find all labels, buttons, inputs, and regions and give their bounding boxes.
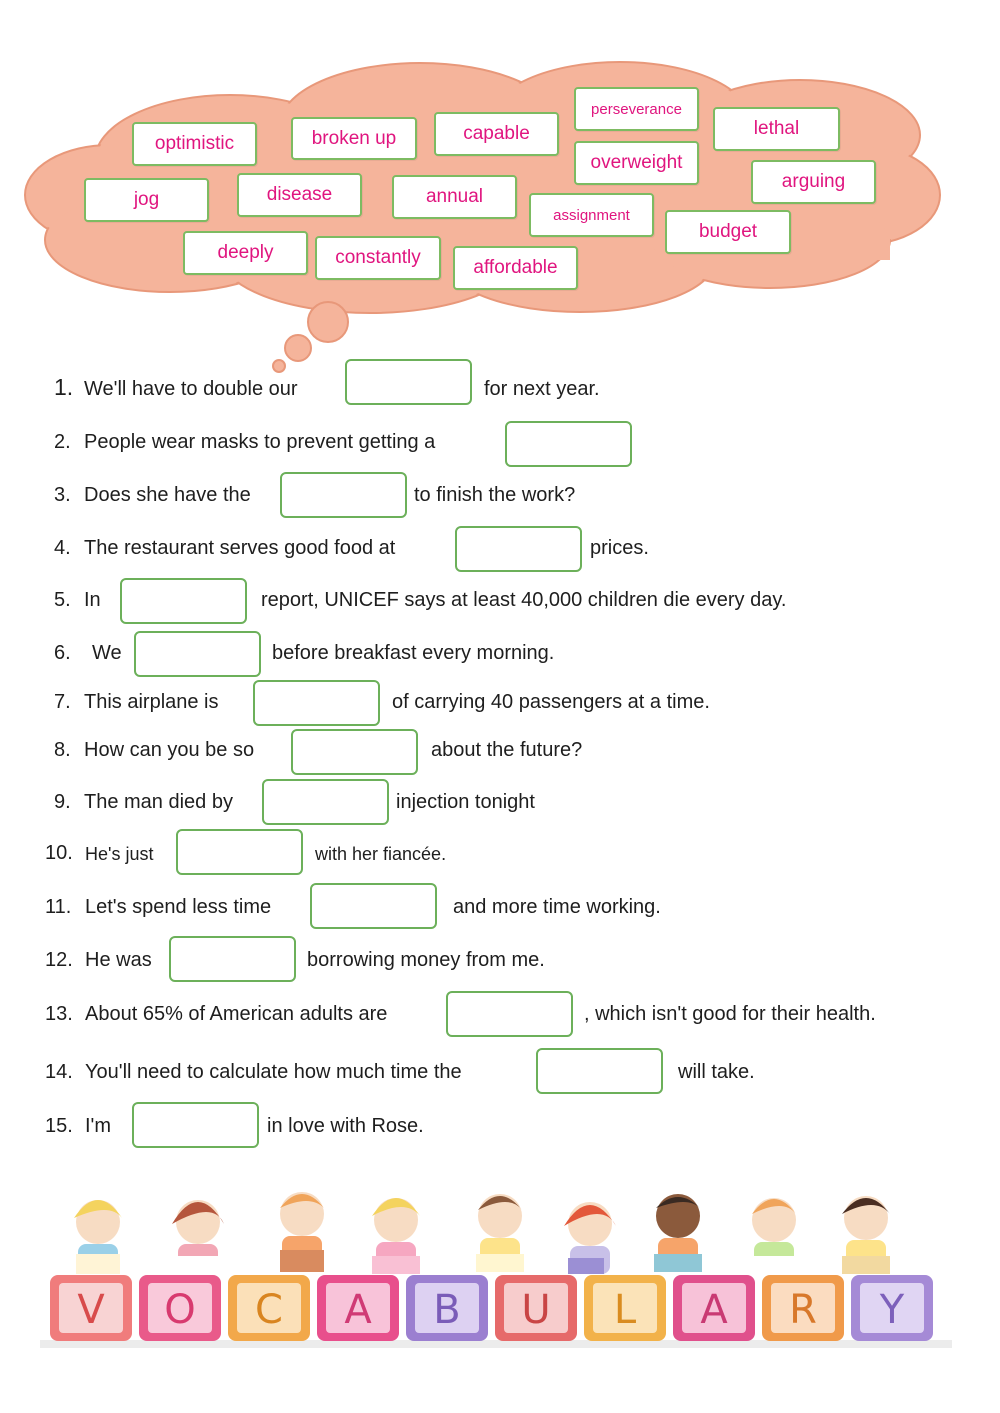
answer-drop-box[interactable]	[455, 526, 582, 572]
word-chip[interactable]: budget	[665, 210, 791, 254]
answer-drop-box[interactable]	[253, 680, 380, 726]
question-text-before: The man died by	[84, 791, 233, 813]
answer-drop-box[interactable]	[262, 779, 389, 825]
question-text-after: before breakfast every morning.	[272, 642, 555, 664]
question-text-after: with her fiancée.	[315, 844, 447, 864]
question-text-after: borrowing money from me.	[307, 949, 545, 971]
answer-drop-box[interactable]	[345, 359, 472, 405]
question-number: 15.	[45, 1115, 73, 1137]
banner-letter: A	[344, 1287, 372, 1333]
question-number: 6.	[54, 642, 71, 664]
question-number: 4.	[54, 537, 71, 559]
question-text-after: to finish the work?	[414, 484, 576, 506]
banner-letter: V	[77, 1287, 105, 1333]
question-number: 13.	[45, 1003, 73, 1025]
word-chip[interactable]: capable	[434, 112, 559, 156]
question-text-after: and more time working.	[453, 896, 661, 918]
word-chip[interactable]: arguing	[751, 160, 876, 204]
word-chip[interactable]: optimistic	[132, 122, 257, 166]
question-text-before: We'll have to double our	[84, 378, 298, 400]
question-text-after: report, UNICEF says at least 40,000 children die every day.	[261, 589, 787, 611]
vocabulary-banner	[0, 1180, 1000, 1355]
word-chip[interactable]: overweight	[574, 141, 699, 185]
question-number: 9.	[54, 791, 71, 813]
question-text-after: prices.	[590, 537, 649, 559]
banner-letter: C	[255, 1287, 283, 1333]
word-chip[interactable]: broken up	[291, 117, 417, 160]
banner-letter: Y	[879, 1287, 905, 1333]
question-number: 14.	[45, 1061, 73, 1083]
question-text-before: People wear masks to prevent getting a	[84, 431, 436, 453]
question-number: 8.	[54, 739, 71, 761]
question-text-before: Let's spend less time	[85, 896, 272, 918]
word-chip[interactable]: perseverance	[574, 87, 699, 131]
question-number: 12.	[45, 949, 73, 971]
question-text-before: This airplane is	[84, 691, 219, 713]
word-chip[interactable]: lethal	[713, 107, 840, 151]
question-text-after: about the future?	[431, 739, 583, 761]
question-text-before: He was	[85, 949, 152, 971]
question-number: 3.	[54, 484, 71, 506]
question-number: 2.	[54, 431, 71, 453]
question-text-before: We	[92, 642, 122, 664]
banner-letter: O	[164, 1287, 196, 1333]
banner-letter: L	[613, 1287, 637, 1333]
question-text-before: About 65% of American adults are	[85, 1003, 388, 1025]
question-text-before: Does she have the	[84, 484, 251, 506]
question-text-after: for next year.	[484, 378, 600, 400]
question-text-before: You'll need to calculate how much time the	[85, 1061, 462, 1083]
question-text-before: I'm	[85, 1115, 112, 1137]
question-text-after: will take.	[678, 1061, 755, 1083]
answer-drop-box[interactable]	[310, 883, 437, 929]
question-text-after: of carrying 40 passengers at a time.	[392, 691, 710, 713]
answer-drop-box[interactable]	[291, 729, 418, 775]
word-chip[interactable]: annual	[392, 175, 517, 219]
banner-letter: A	[700, 1287, 728, 1333]
ground-shadow	[40, 1340, 952, 1348]
question-text-after: , which isn't good for their health.	[584, 1003, 876, 1025]
word-chip[interactable]: affordable	[453, 246, 578, 290]
word-chip[interactable]: assignment	[529, 193, 654, 237]
question-number: 10.	[45, 842, 73, 864]
question-text-before: In	[84, 589, 101, 611]
question-text-after: in love with Rose.	[267, 1115, 424, 1137]
answer-drop-box[interactable]	[536, 1048, 663, 1094]
question-text-before: The restaurant serves good food at	[84, 537, 396, 559]
question-text-after: injection tonight	[396, 791, 535, 813]
banner-letter: B	[433, 1287, 461, 1333]
answer-drop-box[interactable]	[132, 1102, 259, 1148]
word-chip[interactable]: disease	[237, 173, 362, 217]
answer-drop-box[interactable]	[280, 472, 407, 518]
letter-blocks	[50, 1275, 933, 1341]
question-number: 11.	[45, 896, 72, 918]
question-text-before: He's just	[85, 844, 154, 864]
answer-drop-box[interactable]	[169, 936, 296, 982]
answer-drop-box[interactable]	[176, 829, 303, 875]
banner-letter: U	[521, 1287, 551, 1333]
question-number: 5.	[54, 589, 71, 611]
question-number: 7.	[54, 691, 71, 713]
banner-letter: R	[789, 1287, 817, 1333]
answer-drop-box[interactable]	[446, 991, 573, 1037]
word-chip[interactable]: constantly	[315, 236, 441, 280]
answer-drop-box[interactable]	[505, 421, 632, 467]
question-text-before: How can you be so	[84, 739, 255, 761]
children-illustration	[74, 1192, 890, 1274]
question-number: 1.	[54, 374, 74, 400]
word-chip[interactable]: deeply	[183, 231, 308, 275]
answer-drop-box[interactable]	[120, 578, 247, 624]
word-chip[interactable]: jog	[84, 178, 209, 222]
answer-drop-box[interactable]	[134, 631, 261, 677]
